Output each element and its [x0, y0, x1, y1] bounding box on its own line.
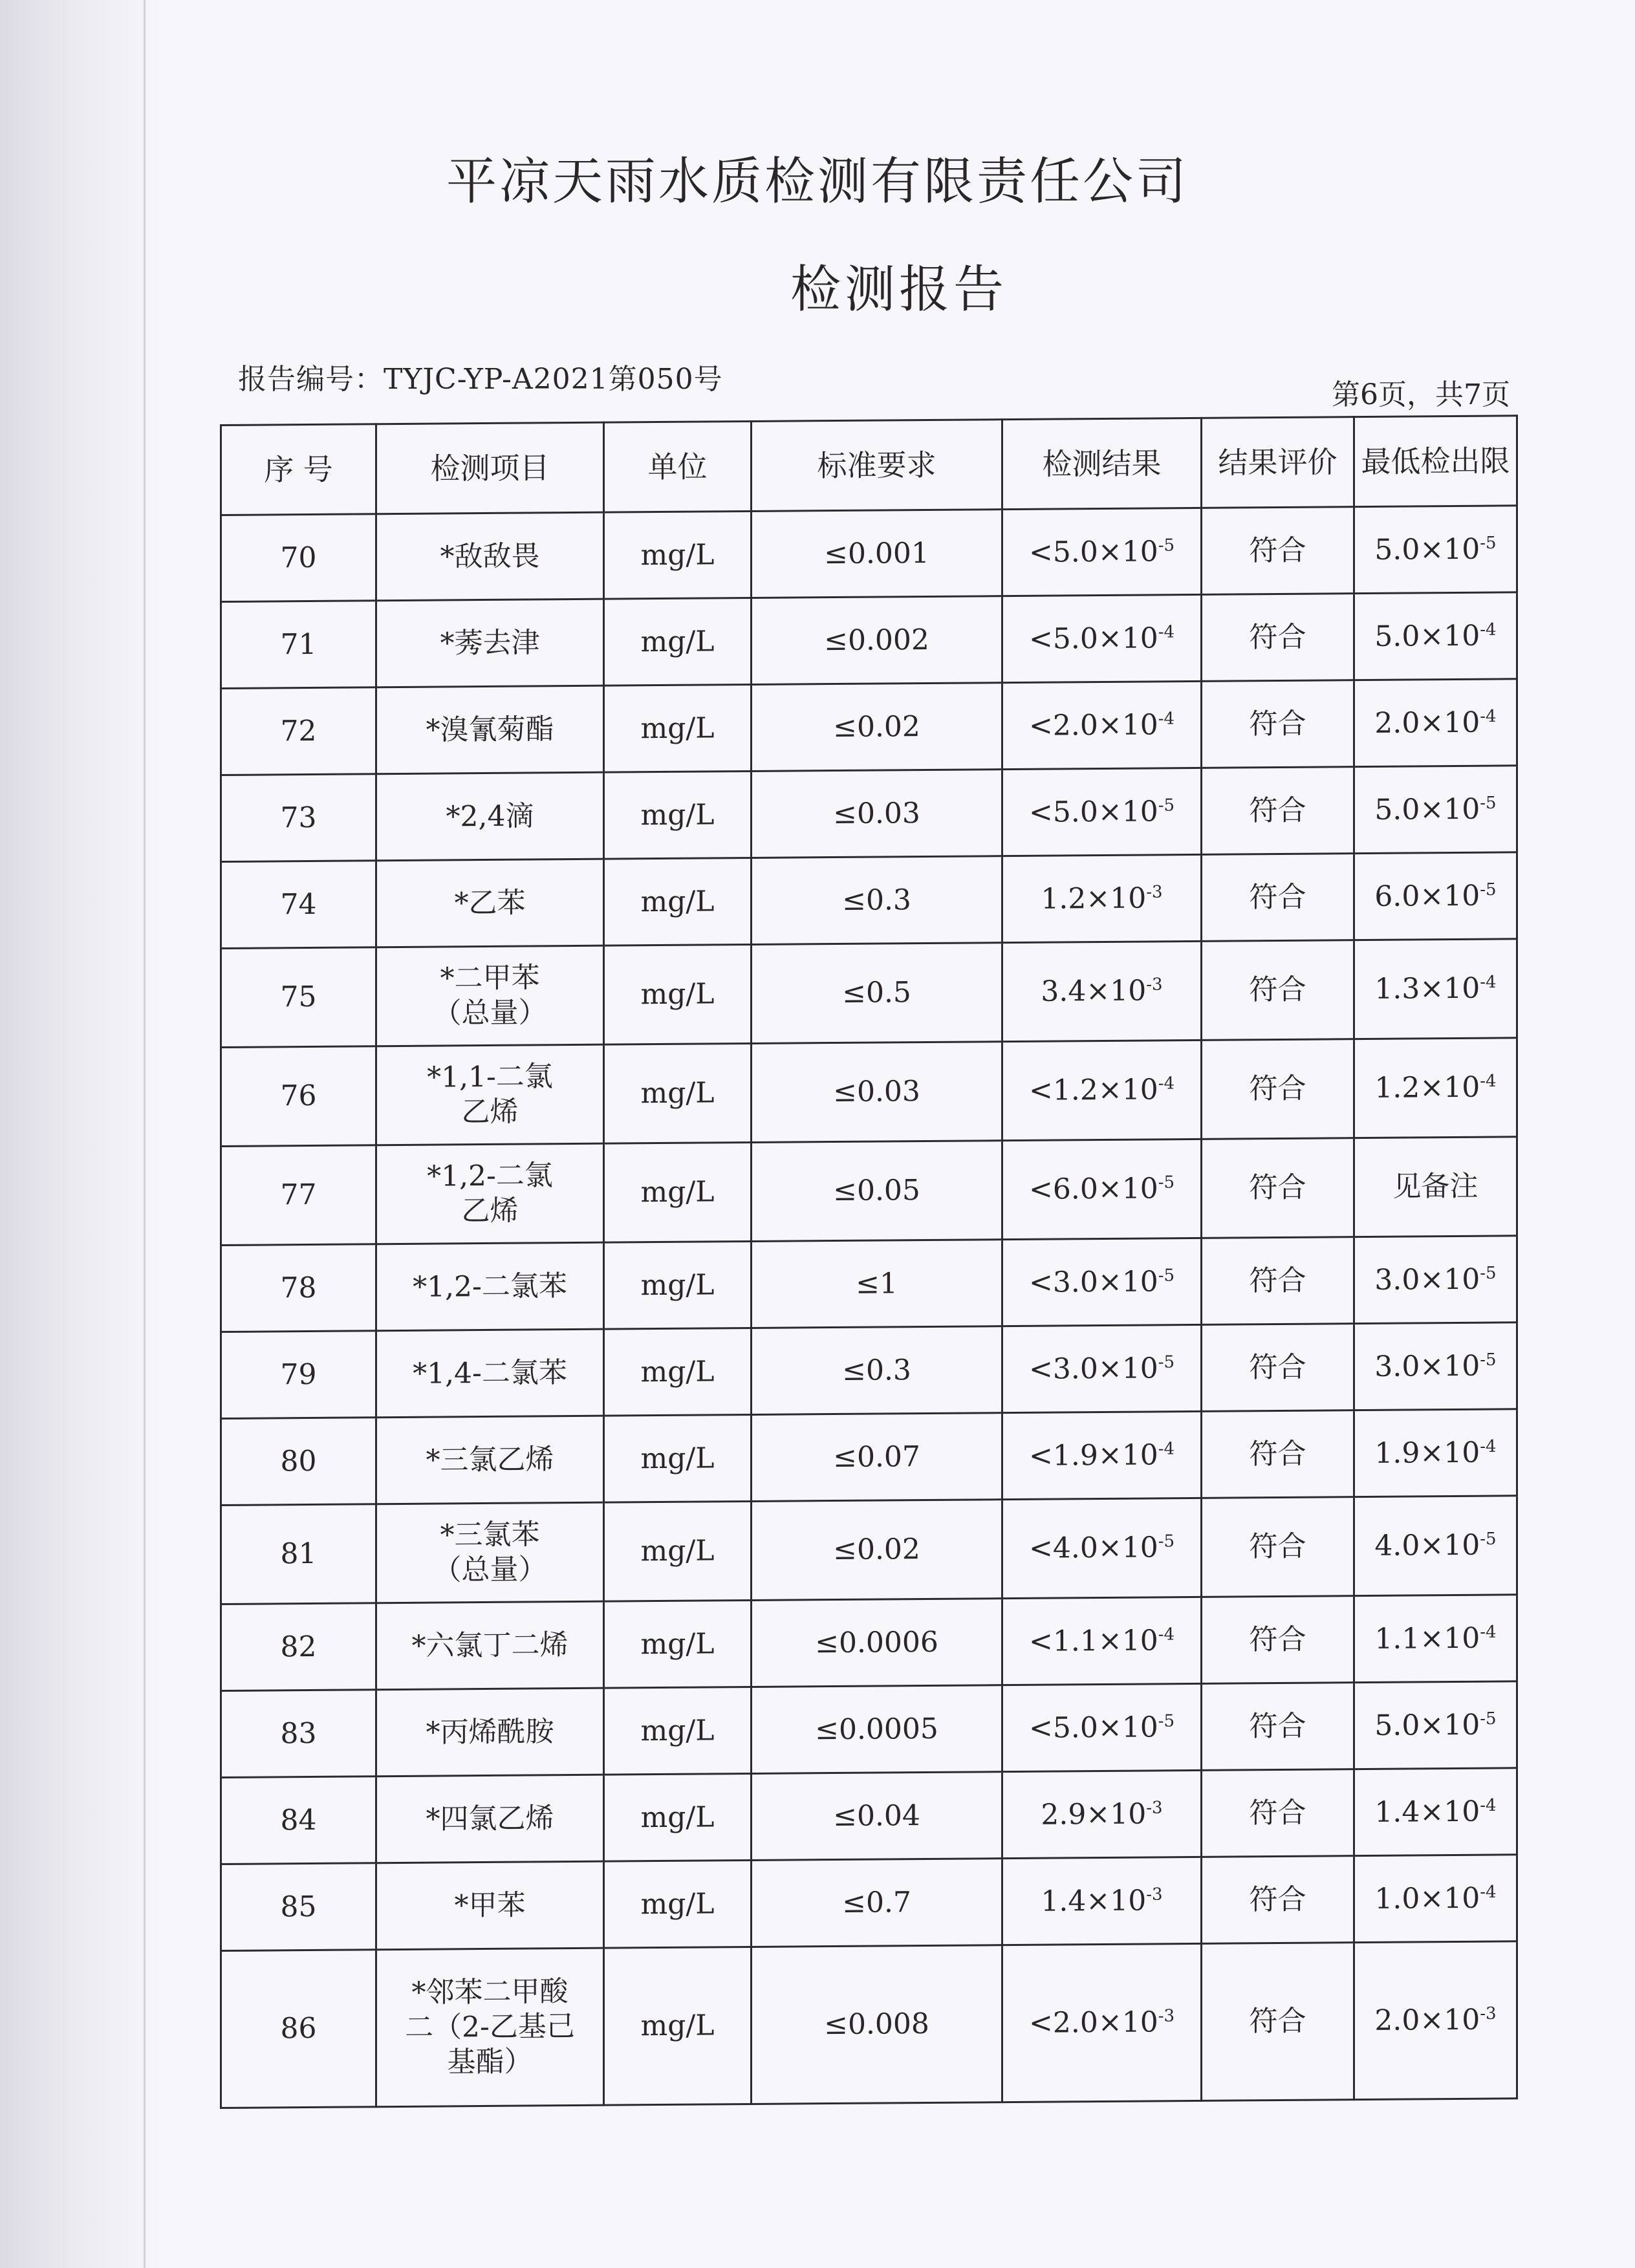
standard-requirement: ≤0.3	[752, 1326, 1002, 1415]
test-result: $<5.0\times 10^{-4}$	[1002, 594, 1202, 682]
detection-limit: $5.0\times 10^{-4}$	[1354, 592, 1517, 680]
test-item: *三氯苯 （总量）	[376, 1502, 604, 1603]
test-item: *1,4-二氯苯	[376, 1329, 604, 1418]
unit: mg/L	[604, 1414, 752, 1502]
unit: mg/L	[604, 858, 752, 945]
evaluation: 符合	[1202, 1237, 1354, 1325]
detection-limit: $2.0\times 10^{-4}$	[1354, 679, 1517, 767]
test-result: $<1.1\times 10^{-4}$	[1002, 1597, 1202, 1685]
detection-limit: $5.0\times 10^{-5}$	[1354, 506, 1517, 594]
col-header-item: 检测项目	[376, 422, 604, 514]
row-number: 71	[221, 601, 376, 689]
table-row	[221, 679, 1517, 775]
row-number: 81	[221, 1504, 376, 1604]
test-item: *敌敌畏	[376, 512, 604, 601]
evaluation: 符合	[1202, 680, 1354, 768]
table-row	[221, 592, 1517, 689]
unit: mg/L	[604, 1947, 752, 2105]
detection-limit: 见备注	[1354, 1137, 1517, 1237]
table-row	[221, 1595, 1517, 1691]
standard-requirement: ≤0.02	[752, 1500, 1002, 1601]
standard-requirement: ≤0.07	[752, 1413, 1002, 1502]
test-item: *1,1-二氯 乙烯	[376, 1044, 604, 1145]
unit: mg/L	[604, 1860, 752, 1948]
test-result: $<5.0\times 10^{-5}$	[1002, 508, 1202, 596]
unit: mg/L	[604, 1501, 752, 1601]
detection-limit: $4.0\times 10^{-5}$	[1354, 1496, 1517, 1596]
detection-limit: $6.0\times 10^{-5}$	[1354, 852, 1517, 940]
test-result: $<5.0\times 10^{-5}$	[1002, 768, 1202, 856]
standard-requirement: ≤0.02	[752, 683, 1002, 772]
table-header-row	[221, 416, 1517, 515]
test-item: *丙烯酰胺	[376, 1688, 604, 1777]
standard-requirement: ≤0.03	[752, 770, 1002, 858]
standard-requirement: ≤0.04	[752, 1772, 1002, 1861]
table-row	[221, 1137, 1517, 1246]
standard-requirement: ≤0.5	[752, 943, 1002, 1044]
results-table	[220, 415, 1518, 2109]
unit: mg/L	[604, 1241, 752, 1329]
test-result: $<3.0\times 10^{-5}$	[1002, 1324, 1202, 1412]
evaluation: 符合	[1202, 1596, 1354, 1684]
evaluation: 符合	[1202, 1683, 1354, 1771]
col-header-unit: 单位	[604, 421, 752, 512]
unit: mg/L	[604, 684, 752, 772]
standard-requirement: ≤0.3	[752, 856, 1002, 945]
row-number: 83	[221, 1690, 376, 1778]
test-item: *三氯乙烯	[376, 1416, 604, 1504]
standard-requirement: ≤0.05	[752, 1141, 1002, 1242]
table-row	[221, 1038, 1517, 1147]
evaluation: 符合	[1202, 1138, 1354, 1238]
evaluation: 符合	[1202, 1769, 1354, 1857]
col-header-no: 序 号	[221, 424, 376, 515]
standard-requirement: ≤0.0005	[752, 1685, 1002, 1774]
evaluation: 符合	[1202, 1324, 1354, 1412]
table-row	[221, 1855, 1517, 1951]
test-item: *2,4滴	[376, 772, 604, 861]
detection-limit: $5.0\times 10^{-5}$	[1354, 766, 1517, 854]
unit: mg/L	[604, 1142, 752, 1242]
row-number: 78	[221, 1244, 376, 1332]
evaluation: 符合	[1202, 1856, 1354, 1944]
unit: mg/L	[604, 1043, 752, 1143]
test-item: *莠去津	[376, 599, 604, 687]
table-row	[221, 939, 1517, 1048]
detection-limit: $1.0\times 10^{-4}$	[1354, 1855, 1517, 1943]
table-row	[221, 766, 1517, 862]
row-number: 72	[221, 687, 376, 775]
col-header-result: 检测结果	[1002, 418, 1202, 509]
row-number: 77	[221, 1145, 376, 1246]
standard-requirement: ≤0.0006	[752, 1599, 1002, 1687]
unit: mg/L	[604, 1328, 752, 1416]
row-number: 80	[221, 1418, 376, 1506]
row-number: 85	[221, 1863, 376, 1951]
detection-limit: $1.2\times 10^{-4}$	[1354, 1038, 1517, 1138]
row-number: 86	[221, 1950, 376, 2108]
row-number: 76	[221, 1046, 376, 1147]
table-row	[221, 852, 1517, 949]
evaluation: 符合	[1202, 940, 1354, 1041]
standard-requirement: ≤0.03	[752, 1042, 1002, 1143]
row-number: 82	[221, 1603, 376, 1691]
test-item: *邻苯二甲酸 二（2-乙基己 基酯）	[376, 1948, 604, 2107]
table-row	[221, 1768, 1517, 1864]
unit: mg/L	[604, 1687, 752, 1775]
detection-limit: $1.3\times 10^{-4}$	[1354, 939, 1517, 1039]
report-title: 检测报告	[790, 261, 1008, 319]
evaluation: 符合	[1202, 1039, 1354, 1139]
test-result: $3.4\times 10^{-3}$	[1002, 941, 1202, 1041]
test-result: $<1.9\times 10^{-4}$	[1002, 1411, 1202, 1499]
detection-limit: $1.1\times 10^{-4}$	[1354, 1595, 1517, 1683]
test-result: $<2.0\times 10^{-3}$	[1002, 1943, 1202, 2102]
row-number: 70	[221, 514, 376, 602]
col-header-evaluation: 结果评价	[1202, 417, 1354, 508]
test-item: *乙苯	[376, 859, 604, 947]
test-result: $<2.0\times 10^{-4}$	[1002, 681, 1202, 769]
report-number: 报告编号：TYJC-YP-A2021第050号	[238, 363, 723, 396]
standard-requirement: ≤1	[752, 1240, 1002, 1328]
test-result: $1.4\times 10^{-3}$	[1002, 1857, 1202, 1945]
row-number: 75	[221, 947, 376, 1048]
detection-limit: $1.4\times 10^{-4}$	[1354, 1768, 1517, 1856]
evaluation: 符合	[1202, 767, 1354, 855]
table-row	[221, 506, 1517, 602]
table-row	[221, 1496, 1517, 1604]
standard-requirement: ≤0.002	[752, 596, 1002, 685]
detection-limit: $2.0\times 10^{-3}$	[1354, 1941, 1517, 2100]
evaluation: 符合	[1202, 1497, 1354, 1597]
row-number: 79	[221, 1331, 376, 1419]
standard-requirement: ≤0.7	[752, 1859, 1002, 1947]
test-item: *1,2-二氯苯	[376, 1242, 604, 1331]
test-item: *溴氰菊酯	[376, 686, 604, 774]
unit: mg/L	[604, 598, 752, 686]
test-result: $<3.0\times 10^{-5}$	[1002, 1238, 1202, 1326]
test-item: *四氯乙烯	[376, 1775, 604, 1863]
test-result: $<6.0\times 10^{-5}$	[1002, 1139, 1202, 1239]
test-result: $<5.0\times 10^{-5}$	[1002, 1683, 1202, 1771]
table-row	[221, 1236, 1517, 1332]
evaluation: 符合	[1202, 854, 1354, 942]
unit: mg/L	[604, 1773, 752, 1861]
test-result: $<1.2\times 10^{-4}$	[1002, 1040, 1202, 1140]
test-result: $<4.0\times 10^{-5}$	[1002, 1498, 1202, 1598]
row-number: 84	[221, 1777, 376, 1864]
detection-limit: $3.0\times 10^{-5}$	[1354, 1323, 1517, 1410]
detection-limit: $1.9\times 10^{-4}$	[1354, 1409, 1517, 1497]
detection-limit: $5.0\times 10^{-5}$	[1354, 1681, 1517, 1769]
binding-shadow	[0, 0, 162, 2268]
table-row	[221, 1941, 1517, 2108]
evaluation: 符合	[1202, 594, 1354, 682]
unit: mg/L	[604, 771, 752, 859]
unit: mg/L	[604, 1600, 752, 1688]
standard-requirement: ≤0.001	[752, 510, 1002, 598]
col-header-standard: 标准要求	[752, 420, 1002, 512]
evaluation: 符合	[1202, 1410, 1354, 1498]
col-header-detection-limit: 最低检出限	[1354, 416, 1517, 507]
row-number: 74	[221, 861, 376, 949]
evaluation: 符合	[1202, 1943, 1354, 2101]
test-item: *六氯丁二烯	[376, 1601, 604, 1690]
test-item: *甲苯	[376, 1861, 604, 1950]
row-number: 73	[221, 774, 376, 862]
test-item: *1,2-二氯 乙烯	[376, 1143, 604, 1244]
unit: mg/L	[604, 944, 752, 1044]
company-name: 平凉天雨水质检测有限责任公司	[446, 153, 1189, 211]
table-row	[221, 1323, 1517, 1419]
table-row	[221, 1409, 1517, 1506]
standard-requirement: ≤0.008	[752, 1945, 1002, 2104]
test-result: $2.9\times 10^{-3}$	[1002, 1770, 1202, 1858]
page-number: 第6页，共7页	[1332, 378, 1510, 411]
test-result: $1.2\times 10^{-3}$	[1002, 854, 1202, 942]
binding-edge	[144, 0, 146, 2268]
test-item: *二甲苯 （总量）	[376, 945, 604, 1046]
table-row	[221, 1681, 1517, 1778]
unit: mg/L	[604, 511, 752, 599]
evaluation: 符合	[1202, 507, 1354, 595]
detection-limit: $3.0\times 10^{-5}$	[1354, 1236, 1517, 1324]
